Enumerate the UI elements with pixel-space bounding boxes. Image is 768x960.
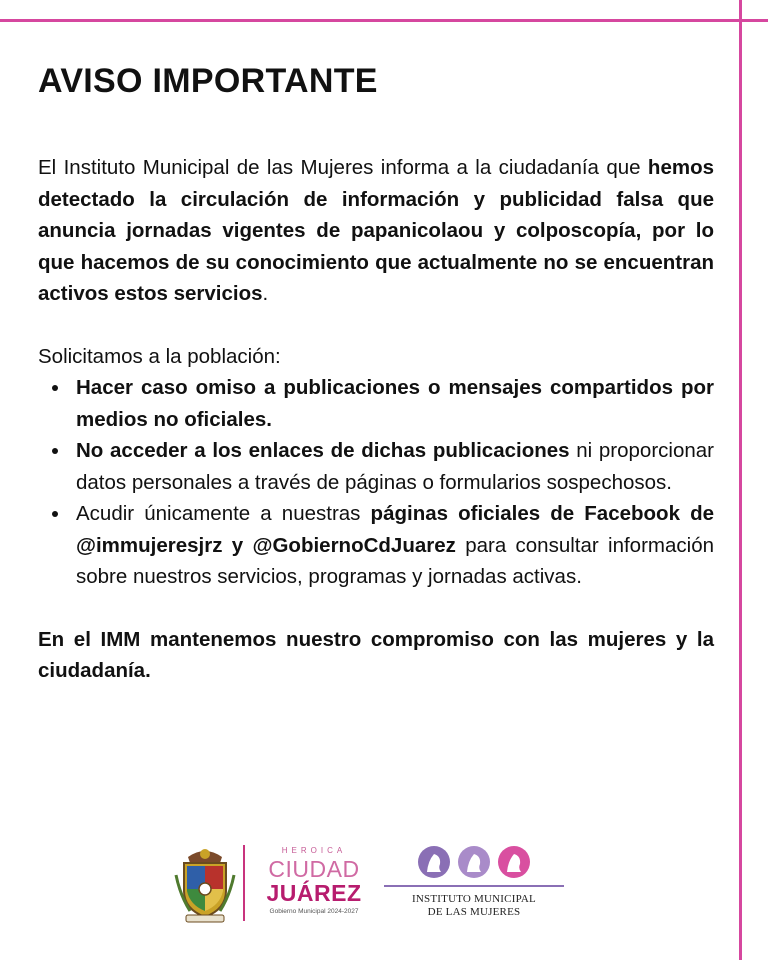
footer-logos: [0, 835, 768, 935]
coat-of-arms-icon: [174, 845, 236, 925]
imm-logo: [384, 845, 564, 919]
request-item-2-text: ni proporcionar datos personales a través de páginas o formularios sospechosos.: [76, 439, 714, 494]
logo-divider: [243, 845, 245, 921]
ciudad-juarez-logo: [254, 845, 374, 917]
intro-period: .: [262, 282, 269, 305]
request-item-3-rest: para consultar información sobre nuestros servicios, programas y jornadas activas.: [76, 533, 714, 588]
logo-gobierno-text: Gobierno Municipal 2024-2027: [269, 908, 359, 915]
request-item-2: [76, 435, 714, 498]
request-item-2-bold: No acceder a los enlaces de dichas publicaciones: [76, 439, 570, 462]
notice-title: AVISO IMPORTANTE: [38, 62, 378, 100]
logo-ciudad-text: CIUDAD: [268, 856, 360, 882]
intro-text: El Instituto Municipal de las Mujeres informa a la ciudadanía que: [38, 156, 648, 179]
spacer: [38, 310, 714, 341]
woman-profile-icon: [497, 845, 531, 879]
imm-icons: [384, 845, 564, 879]
request-item-3-bold: páginas oficiales de Facebook de @immujeresjrz y @GobiernoCdJuarez: [76, 502, 715, 557]
request-item-3: [76, 498, 714, 593]
imm-name-line-2: DE LAS MUJERES: [427, 906, 521, 918]
closing-bold-text: En el IMM mantenemos nuestro compromiso con las mujeres y la ciudadanía.: [38, 627, 714, 682]
logo-heroica-text: HEROICA: [281, 846, 347, 855]
request-item-1-bold: Hacer caso omiso a publicaciones o mensajes compartidos por medios no oficiales.: [76, 376, 714, 431]
intro-paragraph: [38, 152, 714, 310]
spacer: [38, 593, 714, 624]
imm-logo-bar: [384, 885, 564, 887]
request-list: [38, 372, 714, 593]
request-item-3-text: Acudir únicamente a nuestras: [76, 502, 371, 525]
woman-profile-icon: [457, 845, 491, 879]
right-border-line: [739, 0, 742, 960]
imm-name-line-1: INSTITUTO MUNICIPAL: [412, 893, 536, 905]
intro-bold-text: hemos detectado la circulación de información y publicidad falsa que anuncia jornadas vigentes de papanicolaou y colposcopía, por lo que hacemos de su conocimiento que actualmente no se encuentran activos estos servicios: [38, 156, 714, 305]
request-item-1: [76, 372, 714, 435]
woman-profile-icon: [417, 845, 451, 879]
logo-juarez-text: JUÁREZ: [266, 880, 362, 906]
notice-body: [38, 152, 714, 687]
top-border-line: [0, 19, 768, 22]
closing-paragraph: [38, 624, 714, 687]
request-lead: Solicitamos a la población:: [38, 344, 281, 368]
